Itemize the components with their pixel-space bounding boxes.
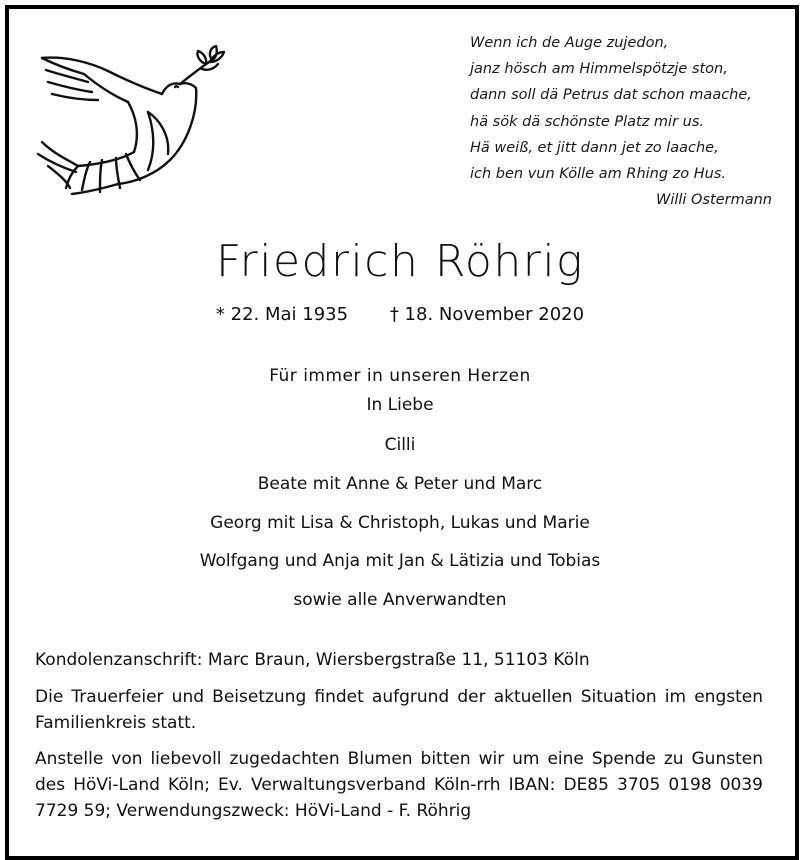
poem-line: Wenn ich de Auge zujedon, bbox=[470, 35, 669, 51]
birth-date: * 22. Mai 1935 bbox=[215, 304, 349, 325]
motto: Für immer in unseren Herzen bbox=[269, 366, 531, 386]
family-member: sowie alle Anverwandten bbox=[293, 590, 507, 611]
poem bbox=[470, 30, 780, 213]
poem-author: Willi Ostermann bbox=[656, 192, 772, 209]
life-dates bbox=[0, 304, 800, 325]
deceased-name: Friedrich Röhrig bbox=[216, 236, 584, 287]
funeral-note: Die Trauerfeier und Beisetzung findet aufgrund der aktuellen Situation im engsten Familienkreis statt. bbox=[35, 687, 763, 733]
family-member: Beate mit Anne & Peter und Marc bbox=[257, 473, 543, 494]
poem-line: hä sök dä schönste Platz mir us. bbox=[470, 113, 705, 130]
dove-icon bbox=[30, 42, 230, 202]
family-member: Georg mit Lisa & Christoph, Lukas und Marie bbox=[210, 512, 590, 533]
poem-line: janz hösch am Himmelspötzje ston, bbox=[470, 61, 728, 78]
poem-line: Hä weiß, et jitt dann jet zo laache, bbox=[470, 139, 719, 156]
donation-note: Anstelle von liebevoll zugedachten Blumen bitten wir um eine Spende zu Gunsten des HöVi-Land Köln; Ev. Verwaltungsverband Köln-rrh IBAN: DE85 3705 0198 0039 7729 59; Verwendungszweck: HöVi-Land - F. Röhrig bbox=[35, 749, 763, 821]
condolence-address: Kondolenzanschrift: Marc Braun, Wiersbergstraße 11, 51103 Köln bbox=[35, 650, 590, 670]
poem-line: dann soll dä Petrus dat schon maache, bbox=[470, 87, 752, 104]
family-list bbox=[0, 432, 800, 626]
family-member: Cilli bbox=[384, 435, 416, 455]
death-date: † 18. November 2020 bbox=[389, 304, 585, 325]
in-love-line: In Liebe bbox=[366, 395, 434, 415]
family-member: Wolfgang und Anja mit Jan & Lätizia und Tobias bbox=[199, 551, 601, 572]
poem-line: ich ben vun Kölle am Rhing zo Hus. bbox=[470, 166, 727, 183]
